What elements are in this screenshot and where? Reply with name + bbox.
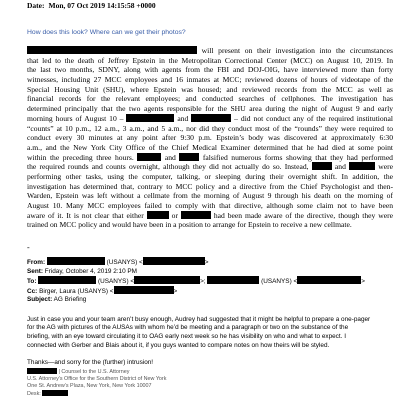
sent-label: Sent: — [27, 267, 43, 275]
memo-line — [27, 65, 393, 75]
memo-line — [27, 172, 393, 182]
memo-text: financial records for the relevant employees; and conducted searches of cellphones. The investigation has — [27, 94, 393, 104]
redaction-block — [181, 211, 211, 219]
memo-line — [27, 75, 393, 85]
memo-line — [27, 46, 393, 56]
email-body-line: Just in case you and your team aren’t busy enough, Audrey had suggested that it might be helpful to prepare a one-pager — [27, 315, 371, 323]
sent-value: Friday, October 4, 2019 2:10 PM — [44, 267, 138, 275]
memo-text: – did not conduct any of the required institutional — [231, 113, 393, 123]
memo-text: trained on MCC policy and would have been in a position to arrange for Epstein to receive a new cellmate. — [27, 220, 352, 230]
subject-line — [27, 295, 393, 305]
email-body-line: briefing, with an eye toward circulating it to OAG early next week so he has visibility on who and what to expect. I — [27, 332, 346, 340]
date-label: Date: — [27, 1, 45, 10]
redaction-block — [114, 286, 174, 294]
redaction-block — [207, 276, 259, 284]
subject-label: Subject: — [27, 296, 53, 303]
memo-line — [27, 85, 393, 95]
memo-line — [27, 211, 393, 221]
from-line — [27, 257, 393, 267]
redaction-block — [47, 257, 105, 265]
memo-line — [27, 124, 393, 134]
email-body-line: for the AG with pictures of the AUSAs with whom he’d be meeting and a paragraph or two on the substance of the — [27, 324, 349, 332]
sent-line — [27, 267, 393, 277]
memo-line — [27, 94, 393, 104]
redaction-block — [349, 162, 375, 170]
from-tail: > — [204, 259, 209, 266]
signature-line-2: U.S. Attorney’s Office for the Southern District of New York — [27, 376, 167, 382]
memo-text: were — [375, 162, 393, 172]
signature-desk-label: Desk: — [27, 391, 43, 397]
to-label: To: — [27, 278, 37, 285]
redaction-block — [27, 368, 57, 374]
redaction-block — [143, 257, 205, 265]
redaction-block — [134, 276, 200, 284]
memo-text: witnesses, including 27 MCC employees and 16 inmates at MCC; reviewed dozens of hours of videotape of the — [27, 75, 393, 85]
subject-value: AG Briefing — [53, 296, 87, 303]
memo-line — [27, 114, 393, 124]
to-value-2: >; — [200, 278, 206, 285]
memo-body — [27, 46, 393, 230]
redaction-block — [147, 211, 169, 219]
signature-line-1 — [27, 368, 166, 376]
memo-text: investigation has determined that, contrary to MCC policy and a directive from the Chief Psychologist and then- — [27, 181, 393, 191]
memo-text: within the preceding three hours. — [27, 152, 138, 162]
redaction-block — [27, 46, 197, 54]
memo-line — [27, 220, 393, 230]
memo-line — [27, 56, 393, 66]
memo-text: conduct every 30 minutes at any point after 9:30 p.m. Epstein’s body was discovered at approximately 6:30 — [27, 133, 393, 143]
memo-text: and — [174, 113, 192, 123]
to-line — [27, 276, 393, 286]
signature-block — [27, 368, 166, 398]
email-body-line: connected with Gerber and Blais about it, if you guys wanted to compare notes on how theirs will be styled. — [27, 341, 330, 349]
to-value-4: > — [361, 278, 365, 285]
memo-line — [27, 143, 393, 153]
cc-label: Cc: — [27, 287, 38, 295]
redaction-block — [42, 390, 68, 396]
memo-text: and — [161, 152, 180, 162]
to-value-3: (USANYS) < — [261, 278, 298, 285]
memo-line — [27, 104, 393, 114]
redaction-block — [297, 276, 361, 284]
cc-line — [27, 286, 393, 296]
memo-line — [27, 133, 393, 143]
memo-text: Warden, Epstein was left without a cellmate from the morning of August 9 through his death on the morning of — [27, 191, 393, 201]
cc-value: Birger, Laura (USANYS) < — [39, 287, 114, 295]
memo-text: the last two months, SDNY, along with agents from the FBI and DOJ-OIG, have interviewed more than forty — [27, 65, 393, 75]
memo-text: falsified numerous forms showing that they had performed — [199, 152, 393, 162]
question-line: How does this look? Where can we get their photos? — [27, 29, 186, 36]
memo-text: and — [331, 162, 350, 172]
date-value: Mon, 07 Oct 2019 14:15:58 +0000 — [48, 1, 156, 10]
separator: - — [27, 243, 30, 252]
redaction-block — [179, 153, 199, 161]
redaction-block — [38, 276, 96, 284]
to-value-1: (USANYS) < — [98, 278, 135, 285]
email-thanks: Thanks—and sorry for the (further) intrusion! — [27, 359, 154, 367]
forwarded-email — [27, 257, 393, 366]
memo-text: “counts” at 10 p.m., 12 a.m., 3 a.m., and 5 a.m., nor did they conduct most of the “rounds” they were required to — [27, 123, 393, 133]
memo-line — [27, 182, 393, 192]
redaction-block — [191, 114, 231, 122]
cc-tail: > — [173, 287, 178, 295]
redaction-block — [126, 114, 174, 122]
memo-text: a.m., and the New York City Office of the Chief Medical Examiner determined that he had died at some point — [27, 142, 393, 152]
memo-text: morning hours of August 10 – — [27, 113, 127, 123]
from-value: (USANYS) < — [106, 259, 143, 266]
memo-text: the required rounds and counts overnight, although they did not actually do so. Instead, — [27, 162, 312, 172]
memo-text: will present on their investigation into the circumstances — [197, 46, 393, 55]
memo-text: that led to the death of Jeffrey Epstein in the Metropolitan Correctional Center (MCC) on August 10, 2019. In — [27, 55, 393, 65]
redaction-block — [137, 153, 161, 161]
memo-line — [27, 153, 393, 163]
memo-text: determined principally that the two agents responsible for the SHU area during the night of August 9 and early — [27, 104, 393, 114]
memo-text: or — [168, 210, 181, 220]
date-header — [27, 1, 156, 10]
signature-line-3: One St. Andrew’s Plaza, New York, New York 10007 — [27, 383, 152, 389]
signature-line-4 — [27, 390, 166, 398]
memo-line — [27, 191, 393, 201]
from-label: From: — [27, 259, 46, 266]
memo-text: aware of it. It is not clear that either — [27, 210, 147, 220]
memo-text: performing other tasks, using the computer, talking, or sleeping during their overnight shift. In addition, the — [27, 171, 393, 181]
memo-text: August 10. Many MCC employees failed to comply with that directive, although some claim not to have been — [27, 201, 393, 210]
signature-title: | Counsel to the U.S. Attorney — [58, 369, 130, 375]
memo-text: had been made aware of the directive, though they were — [210, 210, 393, 220]
email-body — [27, 316, 393, 351]
memo-text: Special Housing Unit (SHU), where Epstein was housed; and reviewed records from the MCC as well as — [27, 84, 393, 94]
memo-line — [27, 201, 393, 211]
redaction-block — [312, 162, 332, 170]
memo-line — [27, 162, 393, 172]
